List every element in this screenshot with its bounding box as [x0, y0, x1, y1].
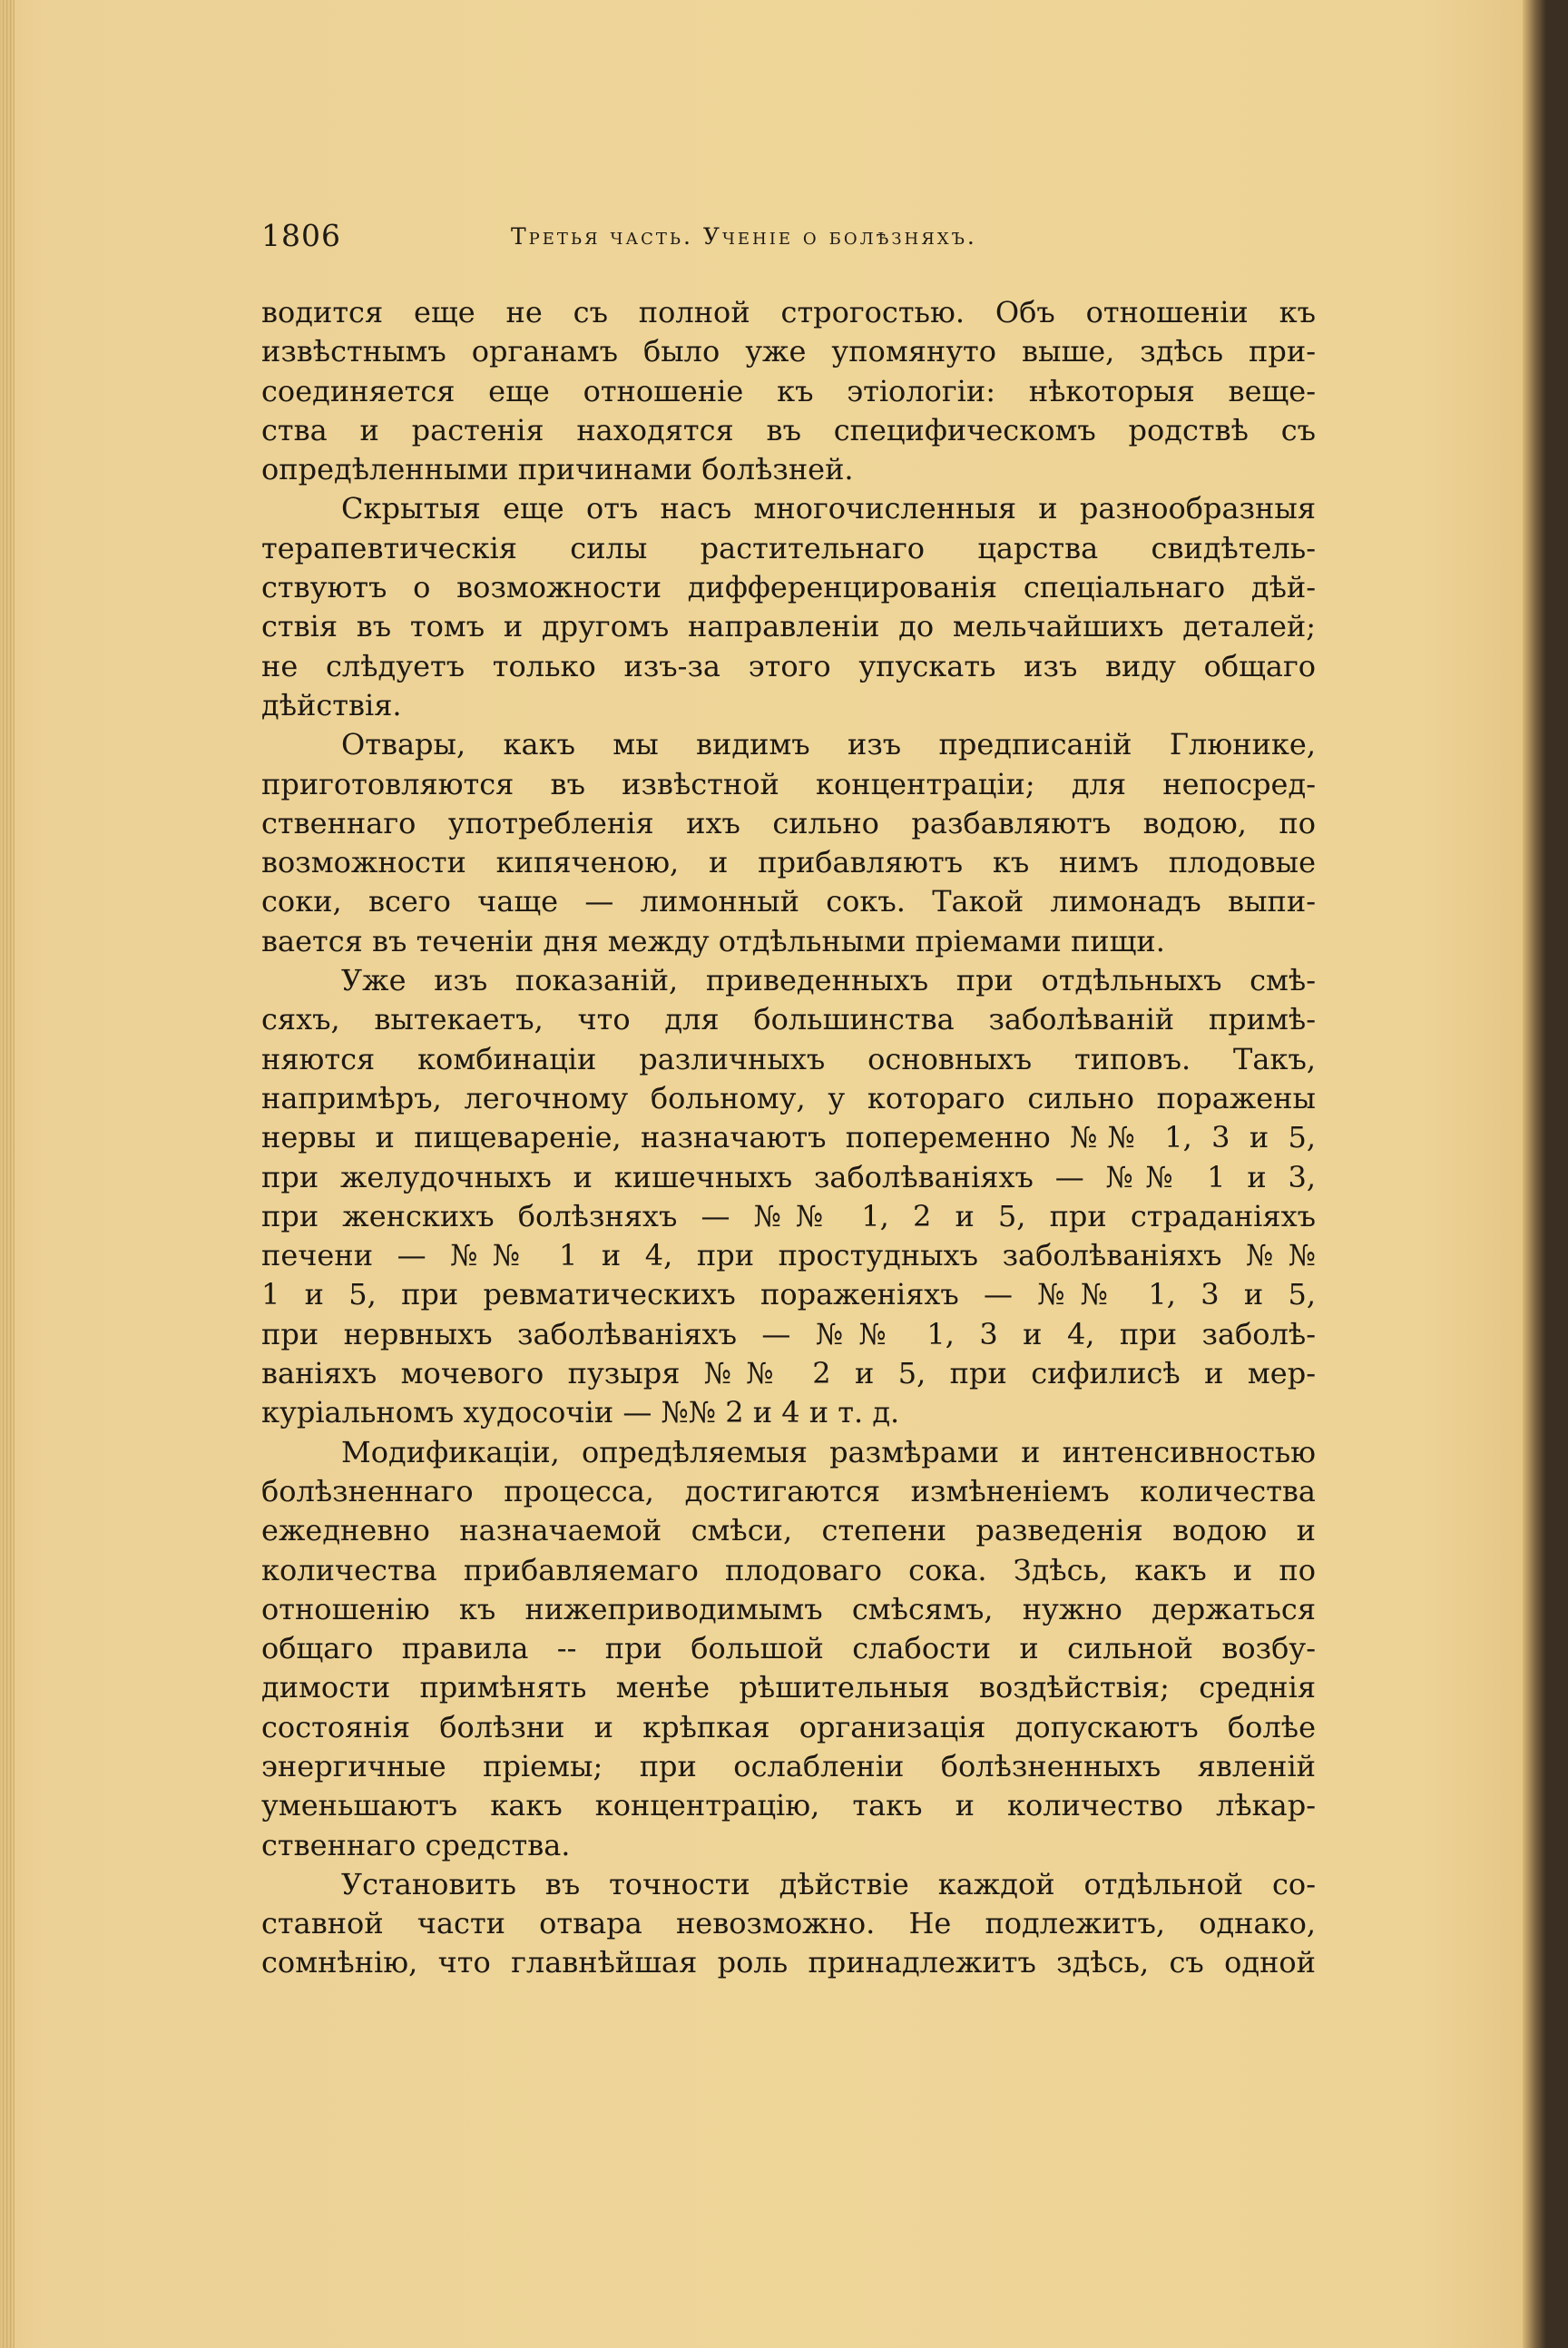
- paragraph: [261, 961, 1316, 1433]
- text-line: ваніяхъ мочевого пузыря №№ 2 и 5, при сифилисѣ и мер-: [261, 1356, 1316, 1391]
- paragraph: [261, 489, 1316, 725]
- text-line: димости примѣнять менѣе рѣшительныя воздѣйствія; среднія: [261, 1670, 1316, 1705]
- running-title: Третья часть. Ученіе о болѣзняхъ.: [511, 223, 977, 250]
- text-line: ствія въ томъ и другомъ направленіи до мельчайшихъ деталей;: [261, 609, 1316, 644]
- text-line: Установить въ точности дѣйствіе каждой отдѣльной со-: [341, 1866, 1316, 1901]
- text-line: энергичные пріемы; при ослабленіи болѣзненныхъ явленій: [261, 1748, 1316, 1783]
- text-line: общаго правила -- при большой слабости и сильной возбу-: [261, 1631, 1316, 1666]
- paragraph: [261, 1865, 1316, 1983]
- text-line: уменьшаютъ какъ концентрацію, такъ и количество лѣкар-: [261, 1788, 1316, 1823]
- text-line: вается въ теченіи дня между отдѣльными пріемами пищи.: [261, 923, 1165, 958]
- text-line: отношенію къ нижеприводимымъ смѣсямъ, нужно держаться: [261, 1591, 1316, 1626]
- text-line: приготовляются въ извѣстной концентраціи; для непосред-: [261, 766, 1316, 801]
- text-line: не слѣдуетъ только изъ-за этого упускать изъ виду общаго: [261, 648, 1316, 683]
- text-line: при желудочныхъ и кишечныхъ заболѣваніяхъ — №№ 1 и 3,: [261, 1159, 1316, 1194]
- text-line: Скрытыя еще отъ насъ многочисленныя и разнообразныя: [341, 491, 1316, 526]
- text-line: болѣзненнаго процесса, достигаются измѣненіемъ количества: [261, 1473, 1316, 1508]
- text-line: соединяется еще отношеніе къ этіологіи: нѣкоторыя веще-: [261, 373, 1316, 408]
- text-line: при женскихъ болѣзняхъ — №№ 1, 2 и 5, при страданіяхъ: [261, 1198, 1316, 1233]
- text-line: сяхъ, вытекаетъ, что для большинства заболѣваній примѣ-: [261, 1002, 1316, 1037]
- page-right-edge-shadow: [1523, 0, 1546, 2348]
- page-binding-edge: [0, 0, 15, 2348]
- text-line: ежедневно назначаемой смѣси, степени разведенія водою и: [261, 1513, 1316, 1548]
- text-line: куріальномъ худосочіи — №№ 2 и 4 и т. д.: [261, 1395, 900, 1430]
- text-line: при нервныхъ заболѣваніяхъ — №№ 1, 3 и 4, при заболѣ-: [261, 1316, 1316, 1351]
- text-line: возможности кипяченою, и прибавляютъ къ нимъ плодовые: [261, 845, 1316, 880]
- text-line: напримѣръ, легочному больному, у котораго сильно поражены: [261, 1080, 1316, 1115]
- text-line: опредѣленными причинами болѣзней.: [261, 452, 854, 487]
- text-line: ственнаго употребленія ихъ сильно разбавляютъ водою, по: [261, 805, 1316, 840]
- text-line: соки, всего чаще — лимонный сокъ. Такой лимонадъ выпи-: [261, 884, 1316, 919]
- body-text: [261, 293, 1316, 1983]
- running-head: [261, 218, 1314, 254]
- text-line: няются комбинаціи различныхъ основныхъ типовъ. Такъ,: [261, 1041, 1316, 1076]
- page-number: 1806: [261, 218, 341, 253]
- paragraph: [261, 293, 1316, 489]
- text-line: печени — №№ 1 и 4, при простудныхъ заболѣваніяхъ №№: [261, 1238, 1316, 1273]
- text-line: дѣйствія.: [261, 687, 402, 722]
- text-line: количества прибавляемаго плодоваго сока. Здѣсь, какъ и по: [261, 1552, 1316, 1587]
- text-line: Уже изъ показаній, приведенныхъ при отдѣльныхъ смѣ-: [341, 963, 1316, 998]
- text-line: состоянія болѣзни и крѣпкая организація допускаютъ болѣе: [261, 1709, 1316, 1744]
- paragraph: [261, 725, 1316, 961]
- text-line: ставной части отвара невозможно. Не подлежитъ, однако,: [261, 1906, 1316, 1941]
- text-line: ствуютъ о возможности дифференцированія спеціальнаго дѣй-: [261, 570, 1316, 605]
- text-line: нервы и пищевареніе, назначаютъ попеременно №№ 1, 3 и 5,: [261, 1120, 1316, 1155]
- text-line: извѣстнымъ органамъ было уже упомянуто выше, здѣсь при-: [261, 334, 1316, 369]
- text-line: 1 и 5, при ревматическихъ пораженіяхъ — №№ 1, 3 и 5,: [261, 1277, 1316, 1312]
- text-line: Отвары, какъ мы видимъ изъ предписаній Глюнике,: [341, 727, 1316, 762]
- text-line: сомнѣнію, что главнѣйшая роль принадлежитъ здѣсь, съ одной: [261, 1945, 1316, 1980]
- paragraph: [261, 1433, 1316, 1865]
- text-line: Модификаціи, опредѣляемыя размѣрами и интенсивностью: [341, 1434, 1316, 1469]
- text-line: терапевтическія силы растительнаго царства свидѣтель-: [261, 530, 1316, 565]
- text-line: ственнаго средства.: [261, 1827, 571, 1862]
- text-line: водится еще не съ полной строгостью. Объ отношеніи къ: [261, 295, 1316, 329]
- text-line: ства и растенія находятся въ специфическомъ родствѣ съ: [261, 412, 1316, 447]
